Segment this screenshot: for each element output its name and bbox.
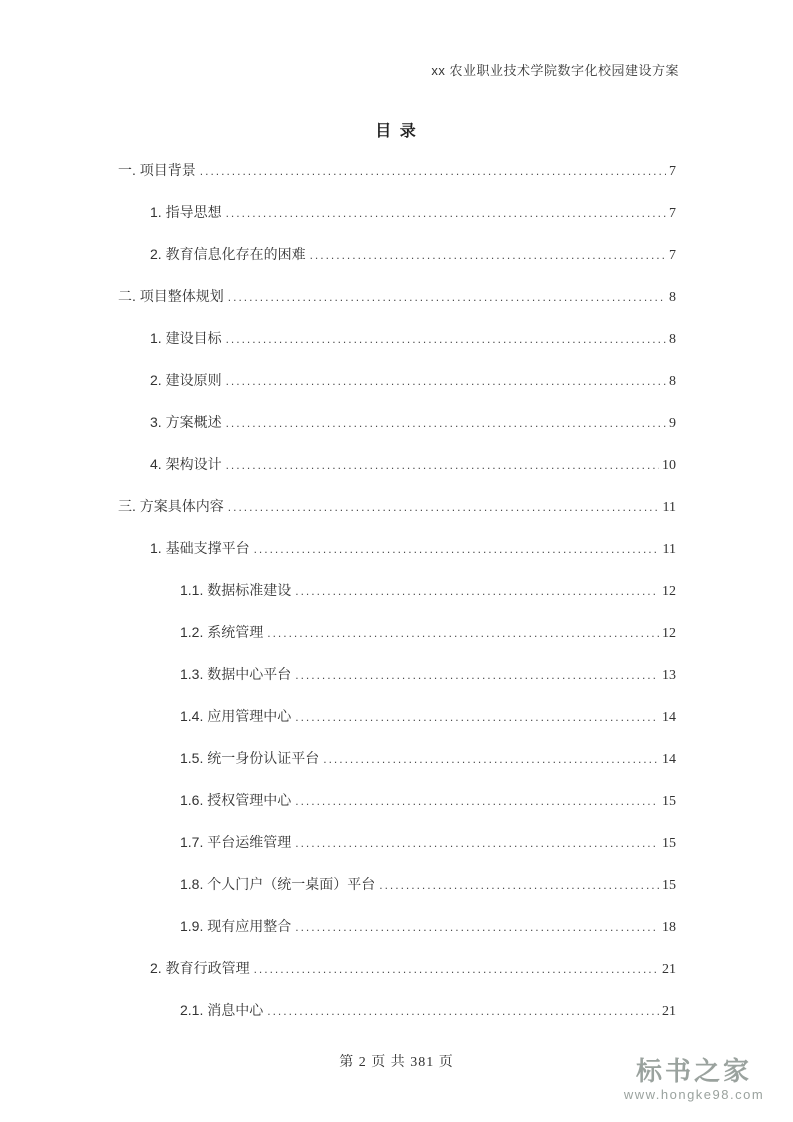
toc-entry-page: 13 (662, 668, 676, 683)
toc-entry[interactable] (118, 875, 676, 917)
toc-entry-page: 11 (662, 500, 676, 515)
toc-dot-leader (254, 960, 659, 979)
toc-entry-label: 1.4. 应用管理中心 (180, 708, 292, 724)
toc-entry-page: 15 (662, 878, 676, 893)
toc-list (118, 161, 676, 1043)
toc-entry-page: 7 (669, 248, 676, 263)
toc-entry[interactable] (118, 1001, 676, 1043)
toc-entry[interactable] (118, 791, 676, 833)
toc-dot-leader (295, 834, 659, 853)
toc-entry-label: 2. 教育行政管理 (150, 960, 250, 976)
toc-entry-page: 12 (662, 626, 676, 641)
toc-entry-label: 1.9. 现有应用整合 (180, 918, 292, 934)
toc-entry-label: 一. 项目背景 (118, 162, 196, 178)
toc-entry-page: 9 (669, 416, 676, 431)
toc-entry-label: 2.1. 消息中心 (180, 1002, 264, 1018)
toc-entry-label: 4. 架构设计 (150, 456, 222, 472)
toc-entry-label: 1.2. 系统管理 (180, 624, 264, 640)
toc-entry[interactable] (118, 623, 676, 665)
toc-entry-page: 18 (662, 920, 676, 935)
toc-entry-page: 8 (669, 332, 676, 347)
toc-entry-label: 1.7. 平台运维管理 (180, 834, 292, 850)
toc-entry-label: 1. 建设目标 (150, 330, 222, 346)
toc-entry[interactable] (118, 371, 676, 413)
toc-dot-leader (310, 246, 666, 265)
toc-dot-leader (267, 1002, 659, 1021)
toc-dot-leader (200, 162, 666, 181)
toc-dot-leader (254, 540, 660, 559)
toc-entry-page: 7 (669, 206, 676, 221)
toc-entry-page: 12 (662, 584, 676, 599)
toc-entry-label: 1. 基础支撑平台 (150, 540, 250, 556)
toc-dot-leader (295, 666, 659, 685)
toc-entry-page: 11 (662, 542, 676, 557)
toc-entry-page: 10 (662, 458, 676, 473)
toc-dot-leader (295, 708, 659, 727)
page-footer: 第 2 页 共 381 页 (339, 1055, 454, 1070)
toc-entry[interactable] (118, 539, 676, 581)
toc-entry-label: 1.3. 数据中心平台 (180, 666, 292, 682)
toc-dot-leader (295, 918, 659, 937)
toc-dot-leader (226, 372, 666, 391)
toc-entry[interactable] (118, 749, 676, 791)
toc-dot-leader (228, 498, 660, 517)
toc-entry-label: 1. 指导思想 (150, 204, 222, 220)
toc-entry-page: 8 (669, 374, 676, 389)
toc-entry[interactable] (118, 707, 676, 749)
toc-entry-label: 2. 建设原则 (150, 372, 222, 388)
toc-entry-page: 7 (669, 164, 676, 179)
watermark-logo: 标书之家 (635, 1056, 752, 1086)
toc-dot-leader (226, 204, 666, 223)
toc-entry-page: 14 (662, 710, 676, 725)
toc-dot-leader (226, 330, 666, 349)
toc-entry[interactable] (118, 287, 676, 329)
toc-entry-label: 1.1. 数据标准建设 (180, 582, 292, 598)
toc-entry[interactable] (118, 455, 676, 497)
watermark (605, 1057, 783, 1103)
toc-entry[interactable] (118, 161, 676, 203)
toc-entry-label: 三. 方案具体内容 (118, 498, 224, 514)
toc-entry-page: 15 (662, 836, 676, 851)
toc-entry[interactable] (118, 581, 676, 623)
toc-entry-label: 1.5. 统一身份认证平台 (180, 750, 320, 766)
toc-entry[interactable] (118, 833, 676, 875)
toc-entry[interactable] (118, 497, 676, 539)
toc-title: 目 录 (375, 123, 418, 140)
toc-entry[interactable] (118, 665, 676, 707)
toc-entry[interactable] (118, 917, 676, 959)
toc-entry-page: 8 (669, 290, 676, 305)
toc-entry-label: 二. 项目整体规划 (118, 288, 224, 304)
toc-dot-leader (267, 624, 659, 643)
toc-dot-leader (295, 792, 659, 811)
toc-dot-leader (295, 582, 659, 601)
toc-entry[interactable] (118, 329, 676, 371)
watermark-url: www.hongke98.com (623, 1086, 765, 1102)
toc-entry-label: 1.8. 个人门户（统一桌面）平台 (180, 876, 376, 892)
toc-dot-leader (379, 876, 659, 895)
toc-entry-label: 3. 方案概述 (150, 414, 222, 430)
page-header-text: xx 农业职业技术学院数字化校园建设方案 (431, 63, 679, 78)
toc-entry-page: 21 (662, 962, 676, 977)
toc-entry-label: 1.6. 授权管理中心 (180, 792, 292, 808)
toc-entry-label: 2. 教育信息化存在的困难 (150, 246, 306, 262)
toc-entry-page: 21 (662, 1004, 676, 1019)
toc-entry[interactable] (118, 413, 676, 455)
toc-dot-leader (323, 750, 659, 769)
toc-dot-leader (226, 456, 659, 475)
toc-entry[interactable] (118, 245, 676, 287)
toc-entry[interactable] (118, 203, 676, 245)
toc-entry-page: 14 (662, 752, 676, 767)
toc-dot-leader (228, 288, 666, 307)
toc-entry[interactable] (118, 959, 676, 1001)
toc-entry-page: 15 (662, 794, 676, 809)
toc-dot-leader (226, 414, 666, 433)
